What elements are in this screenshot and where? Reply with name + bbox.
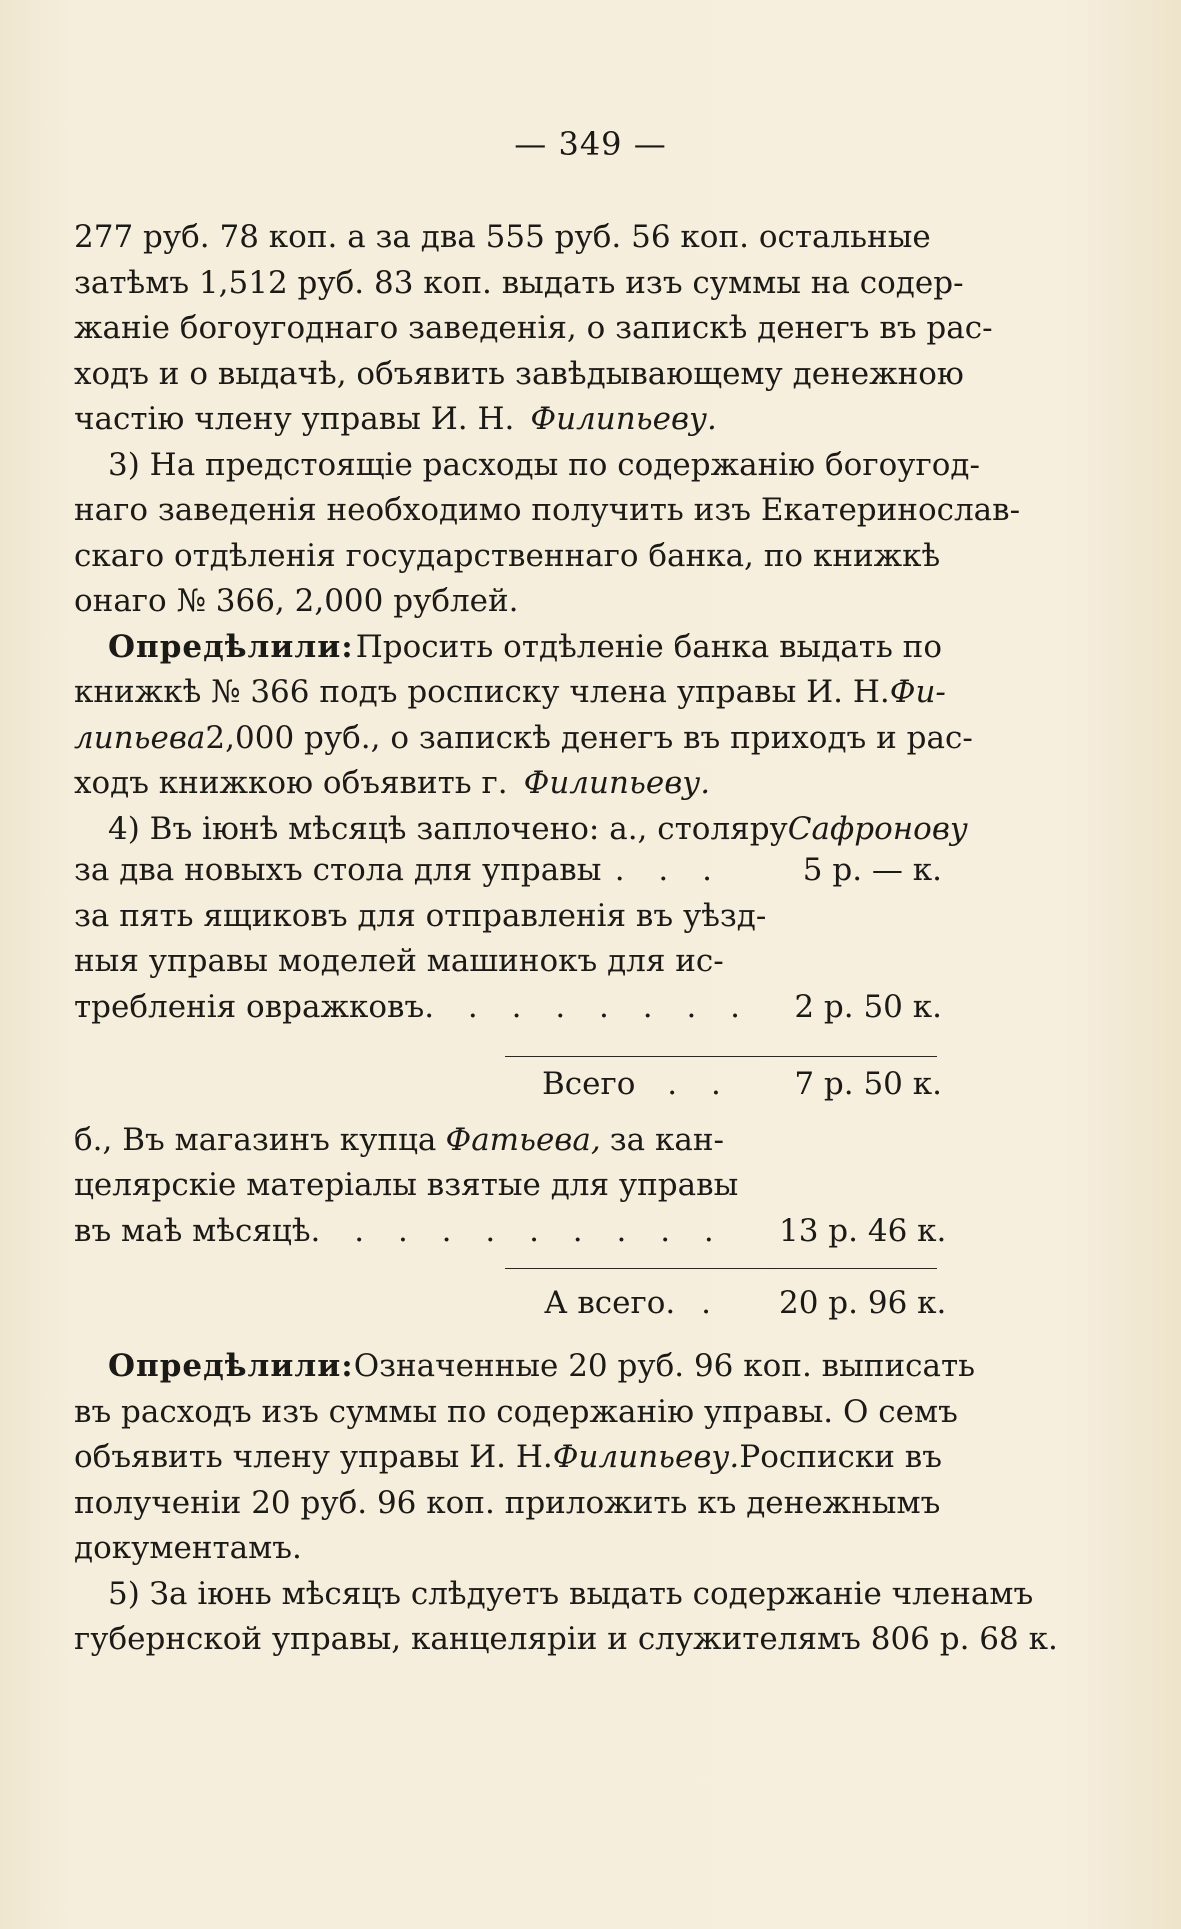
text-line: затѣмъ 1,512 руб. 83 коп. выдать изъ суммы на содер-	[74, 264, 964, 301]
page-number: — 349 —	[514, 125, 667, 163]
text-line: ходъ и о выдачѣ, объявить завѣдывающему денежною	[74, 355, 964, 392]
ledger-row: ныя управы моделей машинокъ для ис-	[74, 943, 724, 979]
ledger-row: за пять ящиковъ для отправленія въ уѣзд-	[74, 898, 767, 934]
total-rule	[505, 1268, 937, 1269]
text-line: Опредѣлили: Просить отдѣленіе банка выдать по	[74, 625, 942, 671]
text-line: наго заведенія необходимо получить изъ Екатеринослав-	[74, 492, 1021, 528]
text-line: онаго № 366, 2,000 рублей.	[74, 583, 519, 619]
text-line: объявить члену управы И. Н. Филипьеву. Росписки въ	[74, 1435, 942, 1481]
ledger-row: требленія овражковъ . . . . . . . . 2 р. 50 к.	[74, 989, 942, 1025]
ledger-amount: 5 р. — к.	[802, 852, 942, 888]
ledger-amount: 2 р. 50 к.	[794, 989, 942, 1025]
name-italic: Фатьева,	[445, 1122, 601, 1158]
ledger-row: целярскіе матеріалы взятые для управы	[74, 1167, 739, 1203]
name-italic: Филипьеву.	[523, 765, 711, 801]
name-italic: Филипьеву.	[530, 401, 717, 437]
subtotal-amount: 7 р. 50 к.	[794, 1066, 942, 1102]
ledger-row: въ маѣ мѣсяцѣ . . . . . . . . . . 13 р. 46 к.	[74, 1213, 947, 1249]
ledger-amount: 13 р. 46 к.	[779, 1213, 947, 1249]
total-label: А всего.	[544, 1285, 676, 1321]
text-line: полученіи 20 руб. 96 коп. приложить къ денежнымъ	[74, 1484, 941, 1521]
subtotal-label: Всего	[542, 1066, 636, 1102]
text-line: 5) За іюнь мѣсяцъ слѣдуетъ выдать содержаніе членамъ	[108, 1575, 1034, 1612]
resolution-label: Опредѣлили:	[108, 628, 354, 665]
text-line: книжкѣ № 366 подъ росписку члена управы И. Н. Фи-	[74, 670, 942, 716]
text-line: Опредѣлили: Означенные 20 руб. 96 коп. выписать	[74, 1344, 942, 1390]
text-line: 4) Въ іюнѣ мѣсяцѣ заплочено: а., столяру Сафронову	[74, 807, 942, 853]
text-line: частію члену управы И. Н. Филипьеву.	[74, 397, 942, 443]
name-italic: липьева	[74, 719, 206, 756]
text-line: липьева 2,000 руб., о запискѣ денегъ въ приходъ и рас-	[74, 716, 942, 762]
text-line: жаніе богоугоднаго заведенія, о запискѣ денегъ въ рас-	[74, 310, 993, 346]
ledger-row: б., Въ магазинъ купца Фатьева, за кан-	[74, 1122, 724, 1158]
name-italic: Фи-	[889, 674, 946, 710]
ledger-total-row: А всего. . 20 р. 96 к.	[544, 1285, 947, 1321]
resolution-label: Опредѣлили:	[108, 1348, 354, 1384]
total-amount: 20 р. 96 к.	[779, 1285, 947, 1321]
text-line: скаго отдѣленія государственнаго банка, по книжкѣ	[74, 537, 941, 574]
text-block-bottom	[74, 1344, 1058, 1663]
subtotal-rule	[505, 1056, 937, 1057]
name-italic: Филипьеву.	[552, 1439, 740, 1475]
text-line: ходъ книжкою объявить г. Филипьеву.	[74, 761, 942, 807]
text-line: 3) На предстоящіе расходы по содержанію богоугод-	[108, 446, 980, 483]
name-italic: Сафронову	[787, 810, 968, 847]
text-line: 277 руб. 78 коп. а за два 555 руб. 56 коп. остальные	[74, 219, 931, 255]
ledger-row: за два новыхъ стола для управы . . . 5 р. — к.	[74, 852, 942, 888]
text-line: документамъ.	[74, 1530, 302, 1566]
ledger-subtotal-row: Всего . . 7 р. 50 к.	[542, 1066, 942, 1102]
text-line: губернской управы, канцеляріи и служителямъ 806 р. 68 к.	[74, 1621, 1058, 1657]
text-line: въ расходъ изъ суммы по содержанію управы. О семъ	[74, 1393, 958, 1430]
text-block-top	[74, 215, 1021, 852]
